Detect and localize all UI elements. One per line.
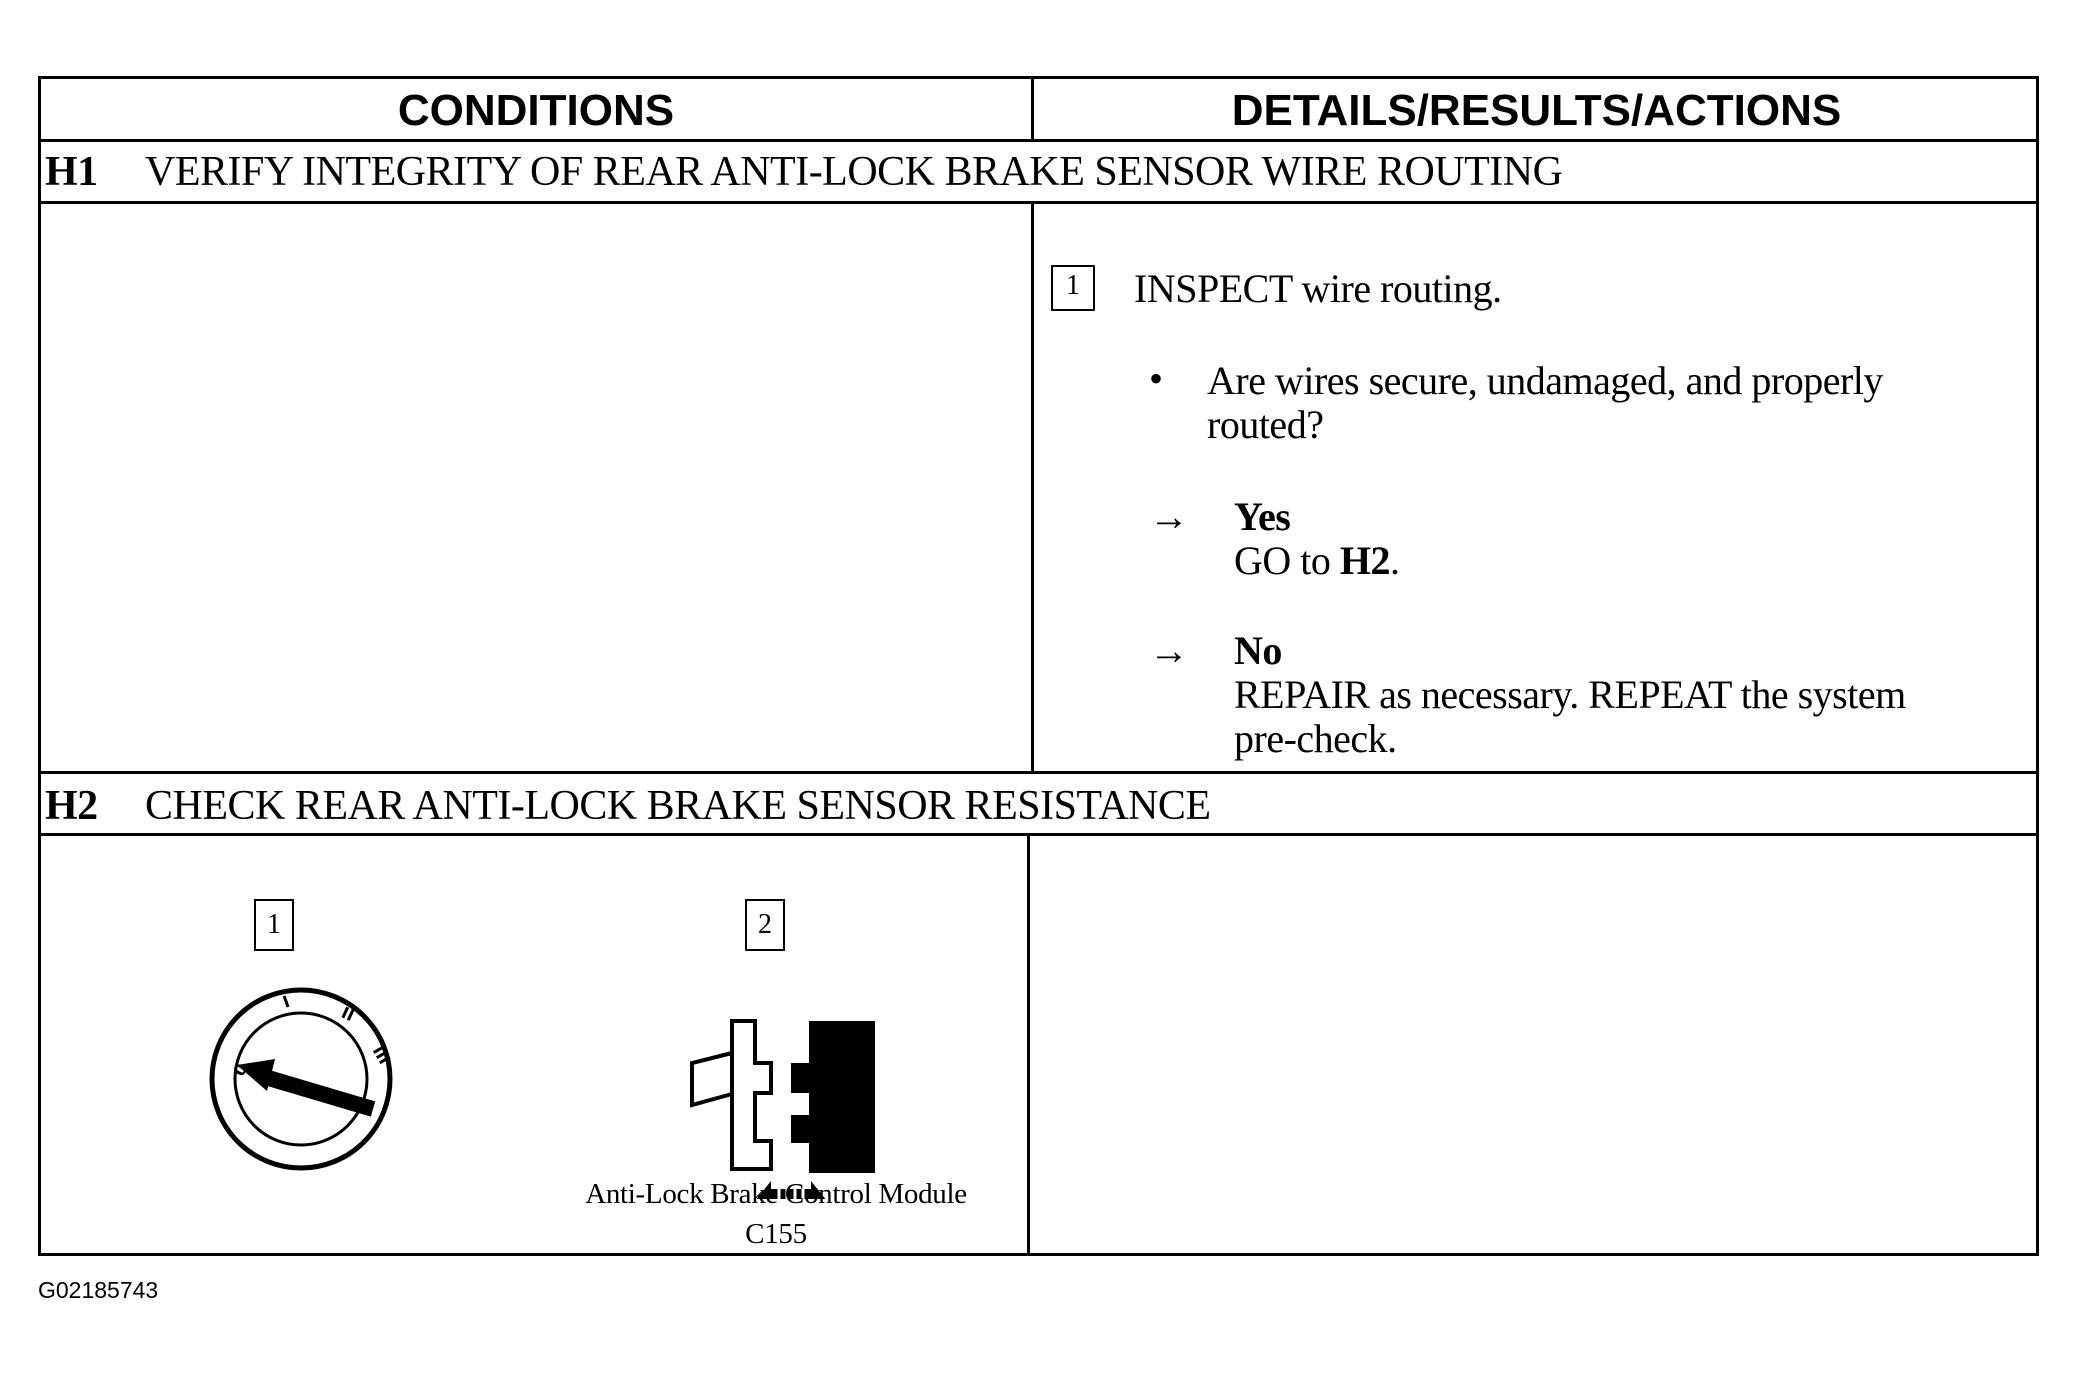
- switch-mark-start: III: [368, 1042, 395, 1068]
- switch-mark-accessory: I: [280, 991, 293, 1012]
- arrow-right-icon: →: [1149, 628, 1189, 673]
- divider: [41, 139, 2036, 142]
- arrow-right-icon: →: [1149, 494, 1189, 539]
- details-header: DETAILS/RESULTS/ACTIONS: [1231, 86, 1842, 135]
- step-id: H2: [45, 783, 98, 829]
- result-answer-no: No: [1234, 628, 1282, 673]
- question-line-1: Are wires secure, undamaged, and properly: [1207, 358, 1883, 403]
- illustration-number-box: 1: [254, 899, 294, 951]
- connector-disconnect-icon: [667, 959, 907, 1199]
- result-action-no-line-2: pre-check.: [1234, 716, 1397, 761]
- divider: [41, 833, 2036, 836]
- instruction-text: INSPECT wire routing.: [1134, 266, 1502, 311]
- column-divider: [1031, 201, 1034, 771]
- result-action-text: GO to: [1234, 538, 1340, 583]
- question-line-2: routed?: [1207, 402, 1324, 447]
- divider: [41, 771, 2036, 774]
- column-divider: [1027, 833, 1030, 1256]
- connector-caption-line-2: C155: [745, 1218, 807, 1250]
- step-number-box: 1: [1051, 265, 1095, 311]
- column-divider: [1031, 79, 1034, 139]
- step-title-text: CHECK REAR ANTI-LOCK BRAKE SENSOR RESISTANCE: [145, 783, 1211, 829]
- result-answer-yes: Yes: [1234, 494, 1291, 539]
- ignition-switch-off-icon: [181, 959, 421, 1199]
- document-id: G02185743: [38, 1277, 159, 1303]
- connector-caption-line-1: Anti-Lock Brake Control Module: [585, 1178, 967, 1210]
- switch-mark-off: 0: [229, 1060, 252, 1080]
- switch-mark-run: II: [338, 1002, 358, 1026]
- step-title-h1: [45, 151, 1562, 193]
- step-title-h2: [45, 785, 1211, 827]
- step-id: H1: [45, 149, 98, 195]
- step-reference-link: H2: [1339, 538, 1391, 583]
- result-action-text: .: [1390, 538, 1400, 583]
- result-action-no-line-1: REPAIR as necessary. REPEAT the system: [1234, 672, 1906, 717]
- diagnostic-table: [38, 76, 2039, 1256]
- result-action-yes: [1234, 539, 1400, 583]
- divider: [41, 201, 2036, 204]
- bullet-icon: •: [1149, 356, 1163, 401]
- conditions-header: CONDITIONS: [397, 86, 675, 135]
- illustration-number-box: 2: [745, 899, 785, 951]
- step-title-text: VERIFY INTEGRITY OF REAR ANTI-LOCK BRAKE SENSOR WIRE ROUTING: [145, 149, 1563, 195]
